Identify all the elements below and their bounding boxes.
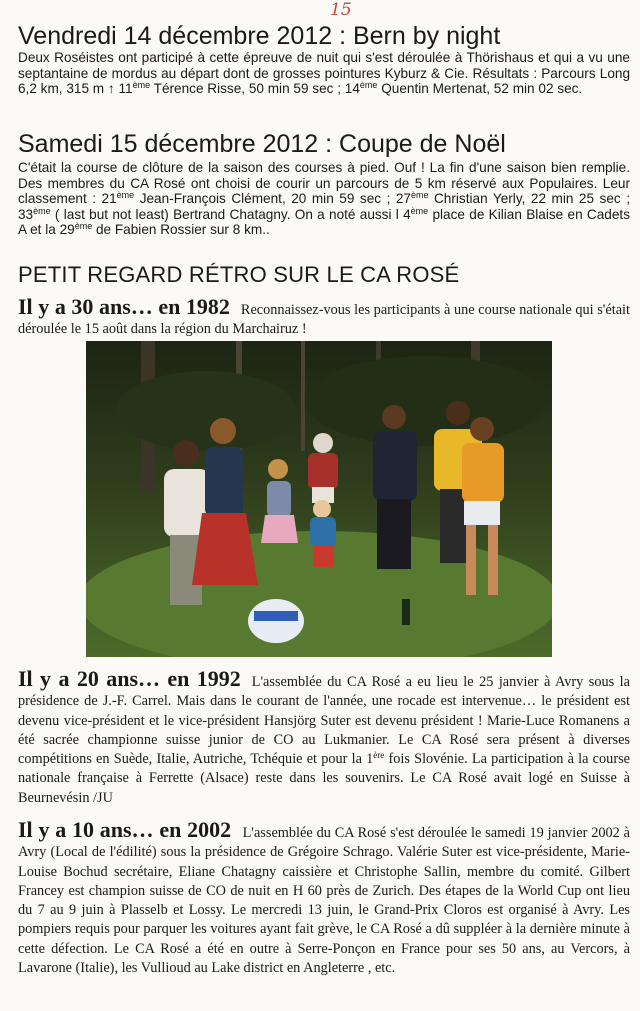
section-2002 bbox=[18, 817, 630, 978]
sports-bag bbox=[248, 599, 304, 643]
text-1982: Reconnaissez-vous les participants à une course nationale qui s'était déroulée le 15 août dans la région du Marchairuz ! bbox=[18, 302, 630, 338]
group-photo bbox=[86, 341, 552, 657]
section-1982 bbox=[18, 294, 630, 340]
bern-title: Vendredi 14 décembre 2012 : Bern by night bbox=[18, 22, 501, 50]
page-number: 15 bbox=[330, 0, 352, 20]
heading-2002: Il y a 10 ans… en 2002 bbox=[18, 817, 232, 842]
retro-heading: PETIT REGARD RÉTRO SUR LE CA ROSÉ bbox=[18, 262, 460, 287]
text-2002: L'assemblée du CA Rosé s'est déroulée le samedi 19 janvier 2002 à Avry (Local de l'édilité) sous la présidence de Grégoire Schrago. Valérie Suter est vice-présidente, Marie-Louise Bochud secrétaire, Eliane Chatagny caissière et Christophe Sallin, membre du comité. Gilbert Francey est champion suisse de CO de nuit en H 60 près de Zurich. Des étapes de la World Cup ont lieu du 7 au 9 juin à Plasselb et Lossy. Le mercredi 13 juin, le Grand-Prix Cloros est organisé à Avry. Les pompiers requis pour parquer les voitures ayant fait grève, le CA Rosé a dû suppléer à la dernière minute à cette défection. Le CA Rosé a été en outre à Serre-Ponçon en France pour ses 50 ans, au Vercors, à Lavarone (Italie), les Vullioud au Lake district en Angleterre , etc. bbox=[18, 825, 630, 977]
section-1992: Il y a 20 ans… en 1992 L'assemblée du CA Rosé a eu lieu le 25 janvier à Avry sous la présidence de J.-F. Carrel. Mais dans le courant de l'année, une rocade est intervenue… le président est devenu vice-président et le vice-président Hansjörg Suter est devenu président ! Marie-Luce Romanens a été sacrée championne suisse junior de CO au Lukmanier. Le CA Rosé sera présent à diverses compétitions en Suède, Italie, Autriche, Tchéquie et pour la 1ère fois Slovénie. La participation à la course nationale française à Ferrette (Alsace) reste dans les souvenirs. Le CA Rosé avait logé en Suisse à Beurnevésin /JU bbox=[18, 666, 630, 806]
heading-1992: Il y a 20 ans… en 1992 bbox=[18, 666, 241, 691]
noel-title: Samedi 15 décembre 2012 : Coupe de Noël bbox=[18, 130, 506, 158]
heading-1982: Il y a 30 ans… en 1982 bbox=[18, 294, 230, 319]
noel-paragraph: C'était la course de clôture de la saison des courses à pied. Ouf ! La fin d'une saison bien remplie. Des membres du CA Rosé ont choisi de courir un parcours de 5 km réservé aux Populaires. Leur classement : 21ème Jean-François Clément, 20 min 59 sec ; 27ème Christian Yerly, 22 min 25 sec ; 33ème ( last but not least) Bertrand Chatagny. On a noté aussi l 4ème place de Kilian Blaise en Cadets A et la 29ème de Fabien Rossier sur 8 km.. bbox=[18, 160, 630, 238]
bottle bbox=[402, 599, 410, 625]
bern-paragraph: Deux Roséistes ont participé à cette épreuve de nuit qui s'est déroulée à Thörishaus et qui a vu une septantaine de mordus au départ dont de grosses pointures Kyburz & Cie. Résultats : Parcours Long 6,2 km, 315 m ↑ 11ème Térence Risse, 50 min 59 sec ; 14ème Quentin Mertenat, 52 min 02 sec. bbox=[18, 50, 630, 97]
